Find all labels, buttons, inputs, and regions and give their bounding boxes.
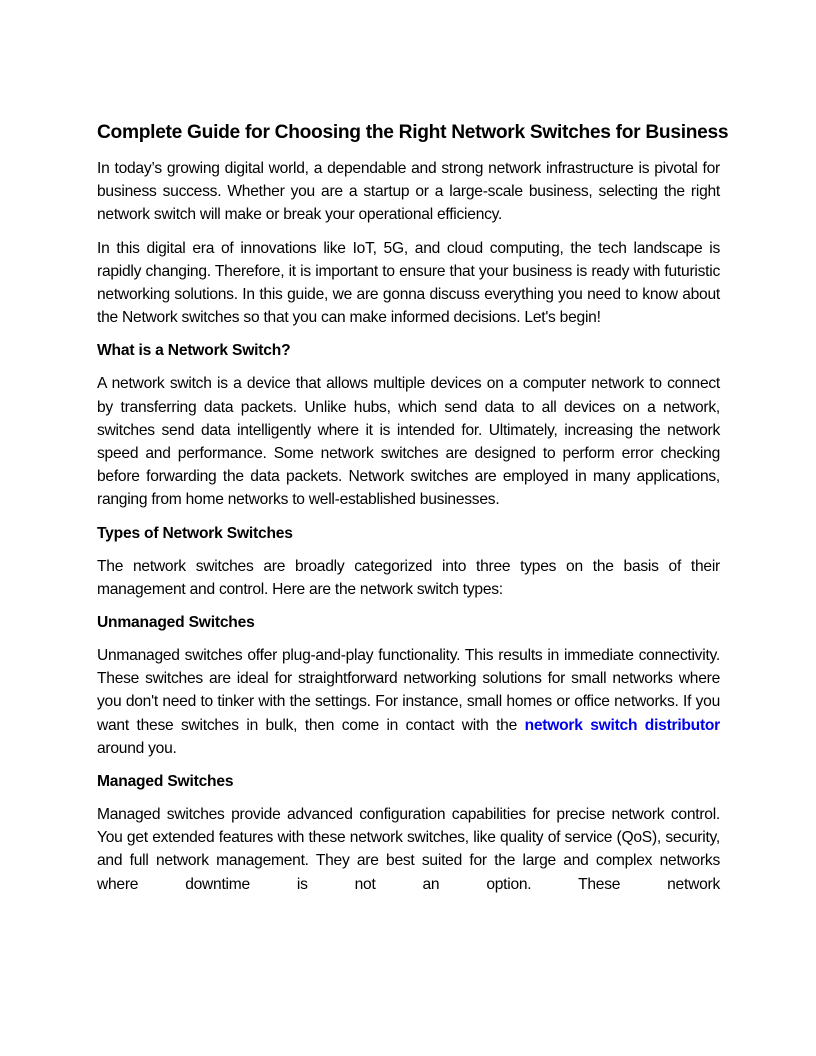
section-heading-what-is-switch: What is a Network Switch? xyxy=(97,342,291,360)
document-page xyxy=(97,120,729,906)
network-switch-distributor-link[interactable]: network switch distributor xyxy=(524,716,720,734)
section-body-what-is-switch: A network switch is a device that allows multiple devices on a computer network to connect by transferring data packets. Unlike hubs, which send data to all devices on a network, switches send data intelligently where it is intended for. Ultimately, increasing the network speed and performance. Some network switches are designed to perform error checking before forwarding the data packets. Network switches are employed in many applications, ranging from home networks to well-established businesses. xyxy=(97,375,720,509)
document-title: Complete Guide for Choosing the Right Network Switches for Business xyxy=(97,122,729,143)
section-heading-types: Types of Network Switches xyxy=(97,524,293,542)
section-heading-managed: Managed Switches xyxy=(97,773,234,791)
section-body-unmanaged xyxy=(97,644,720,760)
section-body-managed: Managed switches provide advanced configuration capabilities for precise network control. You get extended features with these network switches, like quality of service (QoS), security, and full network management. They are best suited for the large and complex networks where downtime is not an option. These network xyxy=(97,806,720,893)
section-body-types: The network switches are broadly categorized into three types on the basis of their management and control. Here are the network switch types: xyxy=(97,557,720,598)
section-heading-unmanaged: Unmanaged Switches xyxy=(97,614,255,632)
unmanaged-text-after-link: around you. xyxy=(97,739,177,757)
intro-paragraph-1: In today’s growing digital world, a dependable and strong network infrastructure is pivotal for business success. Whether you are a startup or a large-scale business, selecting the right network switch will make or break your operational efficiency. xyxy=(97,160,720,224)
unmanaged-text-before-link: Unmanaged switches offer plug-and-play functionality. This results in immediate connectivity. These switches are ideal for straightforward networking solutions for small networks where you don't need to tinker with the settings. For instance, small homes or office networks. If you want these switches in bulk, then come in contact with the xyxy=(97,647,720,734)
intro-paragraph-2: In this digital era of innovations like IoT, 5G, and cloud computing, the tech landscape is rapidly changing. Therefore, it is important to ensure that your business is ready with futuristic networking solutions. In this guide, we are gonna discuss everything you need to know about the Network switches so that you can make informed decisions. Let's begin! xyxy=(97,239,720,327)
